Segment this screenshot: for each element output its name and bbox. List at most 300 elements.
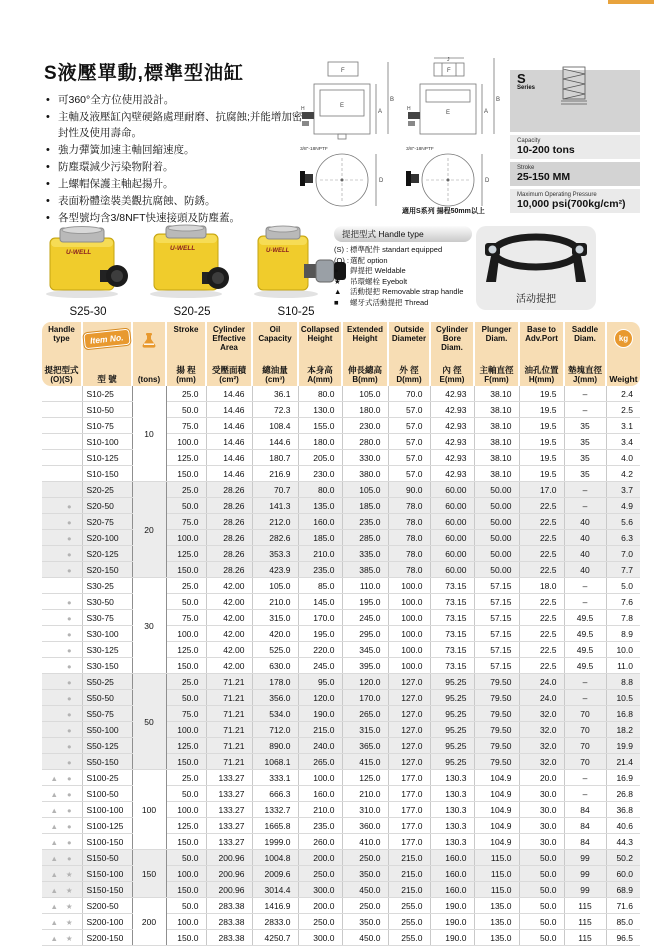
column-header	[388, 322, 430, 386]
cell-oil-capacity: 178.0	[252, 674, 298, 690]
series-letter: S	[517, 71, 526, 86]
handle-marker-o: ▲	[50, 805, 58, 815]
pressure-value: 10,000 psi(700kg/cm²)	[517, 198, 626, 210]
cell-extended-height: 335.0	[342, 546, 388, 562]
cell-handle-type	[42, 834, 82, 850]
cell-saddle-diameter: 99	[564, 866, 606, 882]
cell-area: 28.26	[206, 514, 252, 530]
cell-handle-type	[42, 914, 82, 930]
cell-bore-diameter: 60.00	[430, 482, 474, 498]
table-row	[42, 850, 640, 866]
cell-tons: 20	[132, 482, 166, 578]
cell-base-to-port: 22.5	[519, 530, 564, 546]
cylinder-photo	[146, 224, 238, 300]
cell-handle-type	[42, 786, 82, 802]
product-model-label: S20-25	[173, 306, 211, 318]
cell-outside-diameter: 255.0	[388, 914, 430, 930]
cell-plunger-diameter: 79.50	[474, 722, 519, 738]
column-header-unit: (cm²)	[219, 375, 239, 384]
cell-handle-type	[42, 802, 82, 818]
series-word: Series	[517, 85, 536, 91]
column-header-en: Stroke	[173, 325, 199, 334]
cell-stroke: 75.0	[166, 514, 206, 530]
column-header-unit: A(mm)	[307, 375, 333, 384]
cell-bore-diameter: 60.00	[430, 498, 474, 514]
column-header-unit: E(mm)	[439, 375, 465, 384]
handle-type-legend	[334, 226, 472, 308]
cell-oil-capacity: 212.0	[252, 514, 298, 530]
cell-model: S30-50	[82, 594, 132, 610]
cell-oil-capacity: 210.0	[252, 594, 298, 610]
cell-collapsed-height: 245.0	[298, 658, 342, 674]
cell-plunger-diameter: 57.15	[474, 594, 519, 610]
cell-bore-diameter: 190.0	[430, 914, 474, 930]
cell-weight: 4.9	[606, 498, 640, 514]
cell-base-to-port: 22.5	[519, 642, 564, 658]
cell-outside-diameter: 78.0	[388, 562, 430, 578]
cell-base-to-port: 19.5	[519, 418, 564, 434]
cell-plunger-diameter: 57.15	[474, 610, 519, 626]
cell-area: 200.96	[206, 850, 252, 866]
cell-oil-capacity: 2009.6	[252, 866, 298, 882]
table-row	[42, 482, 640, 498]
brand-text: U-WELL	[266, 248, 290, 254]
svg-text:H: H	[407, 106, 411, 112]
cylinder-photo	[42, 224, 134, 300]
svg-text:A: A	[378, 109, 383, 115]
cell-stroke: 125.0	[166, 738, 206, 754]
table-row	[42, 658, 640, 674]
cell-handle-type	[42, 546, 82, 562]
cell-stroke: 125.0	[166, 642, 206, 658]
column-header-unit: B(mm)	[352, 375, 378, 384]
cell-saddle-diameter: 70	[564, 706, 606, 722]
cell-bore-diameter: 42.93	[430, 434, 474, 450]
cell-collapsed-height: 170.0	[298, 610, 342, 626]
cell-tons: 200	[132, 898, 166, 946]
cell-model: S20-100	[82, 530, 132, 546]
handle-marker-o: ▲	[50, 869, 58, 879]
cell-model: S200-50	[82, 898, 132, 914]
cell-bore-diameter: 95.25	[430, 706, 474, 722]
cell-extended-height: 195.0	[342, 594, 388, 610]
cell-area: 71.21	[206, 722, 252, 738]
cell-saddle-diameter: –	[564, 674, 606, 690]
cell-plunger-diameter: 104.9	[474, 818, 519, 834]
cell-model: S10-150	[82, 466, 132, 482]
cell-model: S100-100	[82, 802, 132, 818]
cell-base-to-port: 50.0	[519, 898, 564, 914]
cell-stroke: 50.0	[166, 402, 206, 418]
cell-extended-height: 210.0	[342, 786, 388, 802]
cell-area: 283.38	[206, 914, 252, 930]
cell-extended-height: 185.0	[342, 498, 388, 514]
cell-stroke: 150.0	[166, 658, 206, 674]
cell-oil-capacity: 333.1	[252, 770, 298, 786]
cell-outside-diameter: 78.0	[388, 546, 430, 562]
column-header-en: Oil Capacity	[258, 325, 292, 343]
cell-plunger-diameter: 57.15	[474, 658, 519, 674]
cell-weight: 10.5	[606, 690, 640, 706]
cell-oil-capacity: 712.0	[252, 722, 298, 738]
cell-area: 28.26	[206, 482, 252, 498]
column-header-en: Cylinder Effective Area	[212, 325, 246, 352]
cell-bore-diameter: 42.93	[430, 418, 474, 434]
cell-plunger-diameter: 79.50	[474, 754, 519, 770]
cell-area: 133.27	[206, 770, 252, 786]
cell-outside-diameter: 127.0	[388, 722, 430, 738]
column-header-zh: 受壓面積	[211, 365, 246, 375]
cell-model: S200-100	[82, 914, 132, 930]
handle-marker-s: ●	[66, 837, 72, 847]
cell-weight: 16.9	[606, 770, 640, 786]
column-header-zh: 內 徑	[442, 365, 462, 375]
cell-weight: 50.2	[606, 850, 640, 866]
cell-model: S100-50	[82, 786, 132, 802]
table-row	[42, 866, 640, 882]
cell-bore-diameter: 73.15	[430, 626, 474, 642]
cell-extended-height: 450.0	[342, 882, 388, 898]
handle-marker-s: ●	[66, 773, 72, 783]
svg-text:A: A	[484, 109, 489, 115]
cell-base-to-port: 18.0	[519, 578, 564, 594]
item-no-badge	[84, 325, 130, 347]
table-row	[42, 450, 640, 466]
cell-weight: 5.6	[606, 514, 640, 530]
cell-model: S100-150	[82, 834, 132, 850]
handle-marker-o: ▲	[50, 901, 58, 911]
cell-collapsed-height: 300.0	[298, 882, 342, 898]
cell-saddle-diameter: 99	[564, 882, 606, 898]
cell-base-to-port: 30.0	[519, 786, 564, 802]
cell-oil-capacity: 420.0	[252, 626, 298, 642]
cell-base-to-port: 22.5	[519, 546, 564, 562]
cell-oil-capacity: 353.3	[252, 546, 298, 562]
cell-plunger-diameter: 50.00	[474, 562, 519, 578]
cell-extended-height: 360.0	[342, 818, 388, 834]
cell-outside-diameter: 127.0	[388, 754, 430, 770]
cell-handle-type	[42, 482, 82, 498]
cell-outside-diameter: 215.0	[388, 882, 430, 898]
handle-type-symbol: ●	[334, 266, 339, 275]
cell-base-to-port: 50.0	[519, 882, 564, 898]
column-header	[519, 322, 564, 386]
cell-oil-capacity: 1004.8	[252, 850, 298, 866]
cell-area: 42.00	[206, 610, 252, 626]
cell-outside-diameter: 78.0	[388, 514, 430, 530]
cell-weight: 85.0	[606, 914, 640, 930]
stroke-box	[510, 162, 640, 186]
cell-handle-type	[42, 498, 82, 514]
cell-tons: 50	[132, 674, 166, 770]
item-no-badge-text: Item No.	[84, 329, 131, 350]
handle-marker-s: ★	[65, 885, 73, 895]
cell-model: S30-75	[82, 610, 132, 626]
cell-base-to-port: 19.5	[519, 450, 564, 466]
cell-outside-diameter: 90.0	[388, 482, 430, 498]
cell-weight: 3.7	[606, 482, 640, 498]
cell-weight: 7.6	[606, 594, 640, 610]
cell-weight: 36.8	[606, 802, 640, 818]
cell-handle-type	[42, 386, 82, 402]
product-figure	[146, 224, 238, 318]
cell-collapsed-height: 190.0	[298, 706, 342, 722]
cell-handle-type	[42, 706, 82, 722]
cell-stroke: 50.0	[166, 690, 206, 706]
cell-oil-capacity: 70.7	[252, 482, 298, 498]
cell-outside-diameter: 57.0	[388, 402, 430, 418]
cell-stroke: 100.0	[166, 866, 206, 882]
cell-collapsed-height: 260.0	[298, 834, 342, 850]
cell-plunger-diameter: 115.0	[474, 882, 519, 898]
cell-base-to-port: 19.5	[519, 386, 564, 402]
cell-plunger-diameter: 135.0	[474, 898, 519, 914]
cell-oil-capacity: 525.0	[252, 642, 298, 658]
cell-weight: 16.8	[606, 706, 640, 722]
cell-plunger-diameter: 38.10	[474, 434, 519, 450]
cell-extended-height: 350.0	[342, 914, 388, 930]
cell-saddle-diameter: 115	[564, 898, 606, 914]
cell-saddle-diameter: 35	[564, 466, 606, 482]
cell-stroke: 100.0	[166, 434, 206, 450]
cell-handle-type	[42, 562, 82, 578]
cell-plunger-diameter: 79.50	[474, 690, 519, 706]
handle-type-item	[334, 256, 472, 267]
cell-base-to-port: 22.5	[519, 562, 564, 578]
table-row	[42, 498, 640, 514]
cell-bore-diameter: 95.25	[430, 738, 474, 754]
cell-extended-height: 345.0	[342, 642, 388, 658]
cell-handle-type	[42, 818, 82, 834]
pressure-label: Maximum Operating Pressure	[517, 192, 597, 198]
tons-icon	[134, 325, 164, 348]
column-header-unit: (O)(S)	[50, 375, 73, 384]
cell-weight: 10.0	[606, 642, 640, 658]
cell-saddle-diameter: 70	[564, 738, 606, 754]
capacity-box	[510, 135, 640, 159]
cell-area: 71.21	[206, 706, 252, 722]
cell-tons: 30	[132, 578, 166, 674]
feature-item: • 可360°全方位使用設計。	[46, 92, 308, 108]
cell-plunger-diameter: 38.10	[474, 418, 519, 434]
spec-table	[42, 322, 640, 946]
svg-text:J: J	[447, 57, 450, 63]
cell-bore-diameter: 130.3	[430, 834, 474, 850]
cell-stroke: 25.0	[166, 770, 206, 786]
cell-oil-capacity: 1416.9	[252, 898, 298, 914]
handle-type-text: 選配 option	[350, 255, 388, 265]
cell-outside-diameter: 57.0	[388, 450, 430, 466]
cell-extended-height: 250.0	[342, 850, 388, 866]
column-header	[206, 322, 252, 386]
cell-outside-diameter: 127.0	[388, 706, 430, 722]
cell-weight: 40.6	[606, 818, 640, 834]
cell-area: 42.00	[206, 578, 252, 594]
cell-collapsed-height: 300.0	[298, 930, 342, 946]
table-row	[42, 530, 640, 546]
cell-outside-diameter: 57.0	[388, 418, 430, 434]
cell-plunger-diameter: 38.10	[474, 402, 519, 418]
cell-saddle-diameter: –	[564, 498, 606, 514]
cell-weight: 7.0	[606, 546, 640, 562]
cell-weight: 96.5	[606, 930, 640, 946]
cell-model: S10-25	[82, 386, 132, 402]
cell-weight: 68.9	[606, 882, 640, 898]
cell-bore-diameter: 73.15	[430, 610, 474, 626]
column-header-bottom	[43, 365, 80, 384]
cell-area: 28.26	[206, 562, 252, 578]
cell-area: 42.00	[206, 642, 252, 658]
product-model-label: S25-30	[69, 306, 107, 318]
cell-extended-height: 105.0	[342, 482, 388, 498]
cell-bore-diameter: 160.0	[430, 850, 474, 866]
cell-outside-diameter: 100.0	[388, 594, 430, 610]
column-header-bottom	[566, 365, 604, 384]
cell-oil-capacity: 890.0	[252, 738, 298, 754]
capacity-label: Capacity	[517, 138, 541, 144]
cell-plunger-diameter: 79.50	[474, 706, 519, 722]
cell-area: 71.21	[206, 738, 252, 754]
pressure-box	[510, 189, 640, 213]
cell-stroke: 50.0	[166, 786, 206, 802]
cell-bore-diameter: 160.0	[430, 882, 474, 898]
handle-marker-o: ▲	[50, 933, 58, 943]
handle-marker-o: ▲	[50, 853, 58, 863]
cell-collapsed-height: 185.0	[298, 530, 342, 546]
handle-marker-s: ●	[66, 693, 72, 703]
cell-saddle-diameter: 84	[564, 802, 606, 818]
cell-stroke: 75.0	[166, 706, 206, 722]
cell-collapsed-height: 80.0	[298, 482, 342, 498]
cell-saddle-diameter: 35	[564, 450, 606, 466]
svg-text:F: F	[447, 68, 451, 74]
cell-stroke: 25.0	[166, 578, 206, 594]
handle-marker-s: ●	[66, 517, 72, 527]
cell-extended-height: 365.0	[342, 738, 388, 754]
cell-plunger-diameter: 50.00	[474, 530, 519, 546]
cell-base-to-port: 22.5	[519, 514, 564, 530]
table-row	[42, 610, 640, 626]
cell-area: 28.26	[206, 530, 252, 546]
cell-model: S20-50	[82, 498, 132, 514]
cell-outside-diameter: 127.0	[388, 674, 430, 690]
cell-plunger-diameter: 79.50	[474, 738, 519, 754]
cell-outside-diameter: 255.0	[388, 930, 430, 946]
cell-plunger-diameter: 104.9	[474, 802, 519, 818]
capacity-value: 10-200 tons	[517, 144, 575, 156]
cell-collapsed-height: 85.0	[298, 578, 342, 594]
cell-oil-capacity: 144.6	[252, 434, 298, 450]
cell-weight: 21.4	[606, 754, 640, 770]
cell-base-to-port: 32.0	[519, 722, 564, 738]
cell-stroke: 25.0	[166, 482, 206, 498]
handle-marker-o: ▲	[50, 837, 58, 847]
cell-plunger-diameter: 104.9	[474, 770, 519, 786]
column-header-zh: 本身高	[307, 365, 333, 375]
cell-base-to-port: 50.0	[519, 866, 564, 882]
cell-model: S150-150	[82, 882, 132, 898]
column-header-zh: 外 徑	[399, 365, 419, 375]
handle-marker-s: ●	[66, 741, 72, 751]
svg-text:D: D	[379, 178, 384, 184]
handle-marker-o: ▲	[50, 789, 58, 799]
cell-stroke: 100.0	[166, 626, 206, 642]
cell-area: 71.21	[206, 690, 252, 706]
cell-stroke: 50.0	[166, 898, 206, 914]
column-header-zh: 主軸直徑	[479, 365, 514, 375]
cell-handle-type	[42, 450, 82, 466]
cell-saddle-diameter: 84	[564, 834, 606, 850]
strap-handle-caption: 活动提把	[516, 294, 556, 305]
cell-weight: 3.1	[606, 418, 640, 434]
cell-collapsed-height: 265.0	[298, 754, 342, 770]
handle-marker-s: ●	[66, 661, 72, 671]
cell-outside-diameter: 255.0	[388, 898, 430, 914]
cell-plunger-diameter: 38.10	[474, 450, 519, 466]
cell-oil-capacity: 315.0	[252, 610, 298, 626]
cell-collapsed-height: 230.0	[298, 466, 342, 482]
cell-collapsed-height: 240.0	[298, 738, 342, 754]
cell-model: S20-150	[82, 562, 132, 578]
cell-collapsed-height: 100.0	[298, 770, 342, 786]
handle-type-title: 提把型式 Handle type	[334, 226, 472, 242]
cell-collapsed-height: 210.0	[298, 802, 342, 818]
cell-base-to-port: 50.0	[519, 914, 564, 930]
cell-extended-height: 230.0	[342, 418, 388, 434]
cell-outside-diameter: 78.0	[388, 530, 430, 546]
product-model-label: S10-25	[277, 306, 315, 318]
table-row	[42, 754, 640, 770]
table-row	[42, 626, 640, 642]
cell-collapsed-height: 95.0	[298, 674, 342, 690]
cell-oil-capacity: 666.3	[252, 786, 298, 802]
cell-model: S30-100	[82, 626, 132, 642]
column-header-bottom	[208, 365, 250, 384]
cell-extended-height: 415.0	[342, 754, 388, 770]
handle-type-item	[334, 245, 472, 256]
table-row	[42, 706, 640, 722]
cell-stroke: 125.0	[166, 818, 206, 834]
cell-oil-capacity: 1665.8	[252, 818, 298, 834]
cell-model: S20-75	[82, 514, 132, 530]
cell-oil-capacity: 1332.7	[252, 802, 298, 818]
cell-base-to-port: 22.5	[519, 626, 564, 642]
column-header-bottom	[521, 365, 562, 384]
cell-handle-type	[42, 530, 82, 546]
cell-area: 71.21	[206, 754, 252, 770]
cell-base-to-port: 30.0	[519, 834, 564, 850]
column-header	[42, 322, 82, 386]
cell-stroke: 125.0	[166, 546, 206, 562]
cell-base-to-port: 17.0	[519, 482, 564, 498]
cell-stroke: 25.0	[166, 674, 206, 690]
cell-collapsed-height: 200.0	[298, 898, 342, 914]
cell-bore-diameter: 130.3	[430, 786, 474, 802]
cell-saddle-diameter: 40	[564, 562, 606, 578]
cell-outside-diameter: 57.0	[388, 466, 430, 482]
cell-extended-height: 180.0	[342, 402, 388, 418]
cell-collapsed-height: 155.0	[298, 418, 342, 434]
cell-plunger-diameter: 135.0	[474, 914, 519, 930]
cell-stroke: 100.0	[166, 530, 206, 546]
cell-outside-diameter: 215.0	[388, 850, 430, 866]
column-header-en: Weight	[609, 374, 638, 384]
product-photos	[42, 224, 342, 318]
cell-oil-capacity: 282.6	[252, 530, 298, 546]
cell-collapsed-height: 235.0	[298, 818, 342, 834]
cell-collapsed-height: 250.0	[298, 866, 342, 882]
column-header-zh: 揚 程	[176, 365, 196, 375]
